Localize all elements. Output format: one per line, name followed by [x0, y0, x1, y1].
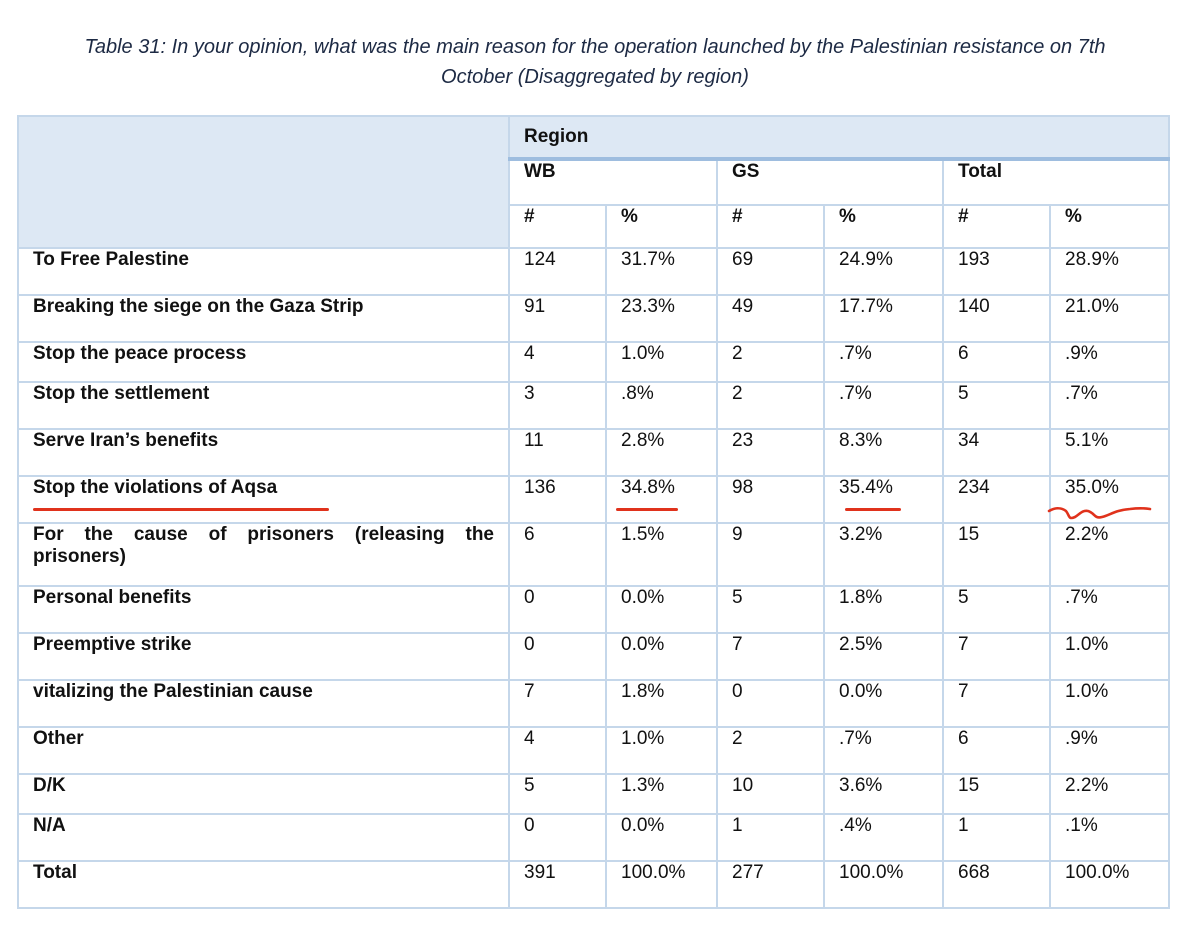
- percent-cell: 0.0%: [606, 633, 717, 680]
- count-cell: 15: [943, 523, 1050, 586]
- table-row: [18, 295, 1169, 342]
- count-cell: 234: [943, 476, 1050, 523]
- count-cell: 7: [943, 633, 1050, 680]
- percent-cell: .7%: [824, 382, 943, 429]
- sub-header-percent: %: [824, 205, 943, 248]
- caption-line-1: Table 31: In your opinion, what was the main reason for the operation launched by the Palestinian resistance on 7th: [84, 36, 1106, 58]
- percent-cell: .1%: [1050, 814, 1169, 861]
- percent-cell: 2.5%: [824, 633, 943, 680]
- row-label: To Free Palestine: [18, 248, 509, 295]
- count-cell: 0: [717, 680, 824, 727]
- table-row: [18, 861, 1169, 908]
- percent-cell: 3.2%: [824, 523, 943, 586]
- count-cell: 3: [509, 382, 606, 429]
- percent-cell: 0.0%: [824, 680, 943, 727]
- count-cell: 193: [943, 248, 1050, 295]
- sub-header-count: #: [943, 205, 1050, 248]
- sub-header-count: #: [717, 205, 824, 248]
- count-cell: 391: [509, 861, 606, 908]
- count-cell: 9: [717, 523, 824, 586]
- region-table: [17, 115, 1170, 909]
- percent-cell: 31.7%: [606, 248, 717, 295]
- table-row: [18, 342, 1169, 382]
- percent-cell: 1.0%: [606, 342, 717, 382]
- count-cell: 7: [509, 680, 606, 727]
- count-cell: 2: [717, 382, 824, 429]
- count-cell: 34: [943, 429, 1050, 476]
- count-cell: 98: [717, 476, 824, 523]
- group-header-gs: GS: [717, 159, 943, 205]
- group-header-wb: WB: [509, 159, 717, 205]
- table-row: [18, 382, 1169, 429]
- count-cell: 668: [943, 861, 1050, 908]
- percent-cell: 35.4%: [824, 476, 943, 523]
- percent-cell: .7%: [1050, 586, 1169, 633]
- count-cell: 69: [717, 248, 824, 295]
- table-row: [18, 476, 1169, 523]
- row-label: Personal benefits: [18, 586, 509, 633]
- percent-cell: 28.9%: [1050, 248, 1169, 295]
- percent-cell: 100.0%: [824, 861, 943, 908]
- row-label: Stop the settlement: [18, 382, 509, 429]
- percent-cell: 1.8%: [606, 680, 717, 727]
- count-cell: 2: [717, 342, 824, 382]
- count-cell: 6: [943, 727, 1050, 774]
- percent-cell: 5.1%: [1050, 429, 1169, 476]
- percent-cell: .7%: [824, 342, 943, 382]
- percent-cell: 100.0%: [1050, 861, 1169, 908]
- percent-cell: 2.2%: [1050, 774, 1169, 814]
- count-cell: 4: [509, 727, 606, 774]
- percent-cell: 1.0%: [1050, 680, 1169, 727]
- count-cell: 91: [509, 295, 606, 342]
- squiggle-mark: [1046, 502, 1156, 522]
- percent-cell: 2.2%: [1050, 523, 1169, 586]
- row-label: Total: [18, 861, 509, 908]
- percent-cell: 1.0%: [1050, 633, 1169, 680]
- count-cell: 4: [509, 342, 606, 382]
- count-cell: 5: [509, 774, 606, 814]
- table-row: [18, 248, 1169, 295]
- row-label: Stop the violations of Aqsa: [18, 476, 509, 523]
- percent-cell: .4%: [824, 814, 943, 861]
- percent-cell: 100.0%: [606, 861, 717, 908]
- row-label: N/A: [18, 814, 509, 861]
- group-header-total: Total: [943, 159, 1169, 205]
- count-cell: 0: [509, 633, 606, 680]
- row-label: D/K: [18, 774, 509, 814]
- count-cell: 5: [717, 586, 824, 633]
- underline-aqsa-label: [33, 508, 329, 511]
- percent-cell: 1.8%: [824, 586, 943, 633]
- percent-cell: .8%: [606, 382, 717, 429]
- percent-cell: .9%: [1050, 727, 1169, 774]
- count-cell: 10: [717, 774, 824, 814]
- count-cell: 5: [943, 382, 1050, 429]
- count-cell: 0: [509, 586, 606, 633]
- count-cell: 277: [717, 861, 824, 908]
- row-label: Serve Iran’s benefits: [18, 429, 509, 476]
- count-cell: 124: [509, 248, 606, 295]
- percent-cell: 1.3%: [606, 774, 717, 814]
- caption-line-2: October (Disaggregated by region): [441, 66, 749, 88]
- row-label: Stop the peace process: [18, 342, 509, 382]
- table-row: [18, 774, 1169, 814]
- count-cell: 11: [509, 429, 606, 476]
- table-row: [18, 429, 1169, 476]
- sub-header-percent: %: [1050, 205, 1169, 248]
- count-cell: 140: [943, 295, 1050, 342]
- region-header: Region: [509, 116, 1169, 159]
- table-row: [18, 680, 1169, 727]
- count-cell: 1: [717, 814, 824, 861]
- count-cell: 7: [717, 633, 824, 680]
- count-cell: 6: [509, 523, 606, 586]
- table-row: [18, 727, 1169, 774]
- percent-cell: .7%: [1050, 382, 1169, 429]
- count-cell: 6: [943, 342, 1050, 382]
- count-cell: 15: [943, 774, 1050, 814]
- percent-cell: .7%: [824, 727, 943, 774]
- percent-cell: 24.9%: [824, 248, 943, 295]
- table-row: [18, 586, 1169, 633]
- header-corner: [18, 116, 509, 248]
- percent-cell: 8.3%: [824, 429, 943, 476]
- percent-cell: 0.0%: [606, 586, 717, 633]
- table-row: [18, 814, 1169, 861]
- underline-wb-percent: [616, 508, 678, 511]
- count-cell: 2: [717, 727, 824, 774]
- row-label: For the cause of prisoners (releasing the prisoners): [18, 523, 509, 586]
- row-label: Breaking the siege on the Gaza Strip: [18, 295, 509, 342]
- count-cell: 23: [717, 429, 824, 476]
- underline-gs-percent: [845, 508, 901, 511]
- count-cell: 0: [509, 814, 606, 861]
- table-caption: [20, 32, 1170, 92]
- count-cell: 7: [943, 680, 1050, 727]
- percent-cell: 17.7%: [824, 295, 943, 342]
- table-row: [18, 523, 1169, 586]
- percent-cell: 34.8%: [606, 476, 717, 523]
- row-label: Other: [18, 727, 509, 774]
- percent-cell: 35.0%: [1050, 476, 1169, 523]
- percent-cell: 23.3%: [606, 295, 717, 342]
- percent-cell: .9%: [1050, 342, 1169, 382]
- count-cell: 1: [943, 814, 1050, 861]
- sub-header-count: #: [509, 205, 606, 248]
- count-cell: 5: [943, 586, 1050, 633]
- percent-cell: 21.0%: [1050, 295, 1169, 342]
- percent-cell: 1.0%: [606, 727, 717, 774]
- count-cell: 49: [717, 295, 824, 342]
- count-cell: 136: [509, 476, 606, 523]
- percent-cell: 3.6%: [824, 774, 943, 814]
- percent-cell: 0.0%: [606, 814, 717, 861]
- row-label: vitalizing the Palestinian cause: [18, 680, 509, 727]
- sub-header-percent: %: [606, 205, 717, 248]
- percent-cell: 1.5%: [606, 523, 717, 586]
- row-label: Preemptive strike: [18, 633, 509, 680]
- table-row: [18, 633, 1169, 680]
- percent-cell: 2.8%: [606, 429, 717, 476]
